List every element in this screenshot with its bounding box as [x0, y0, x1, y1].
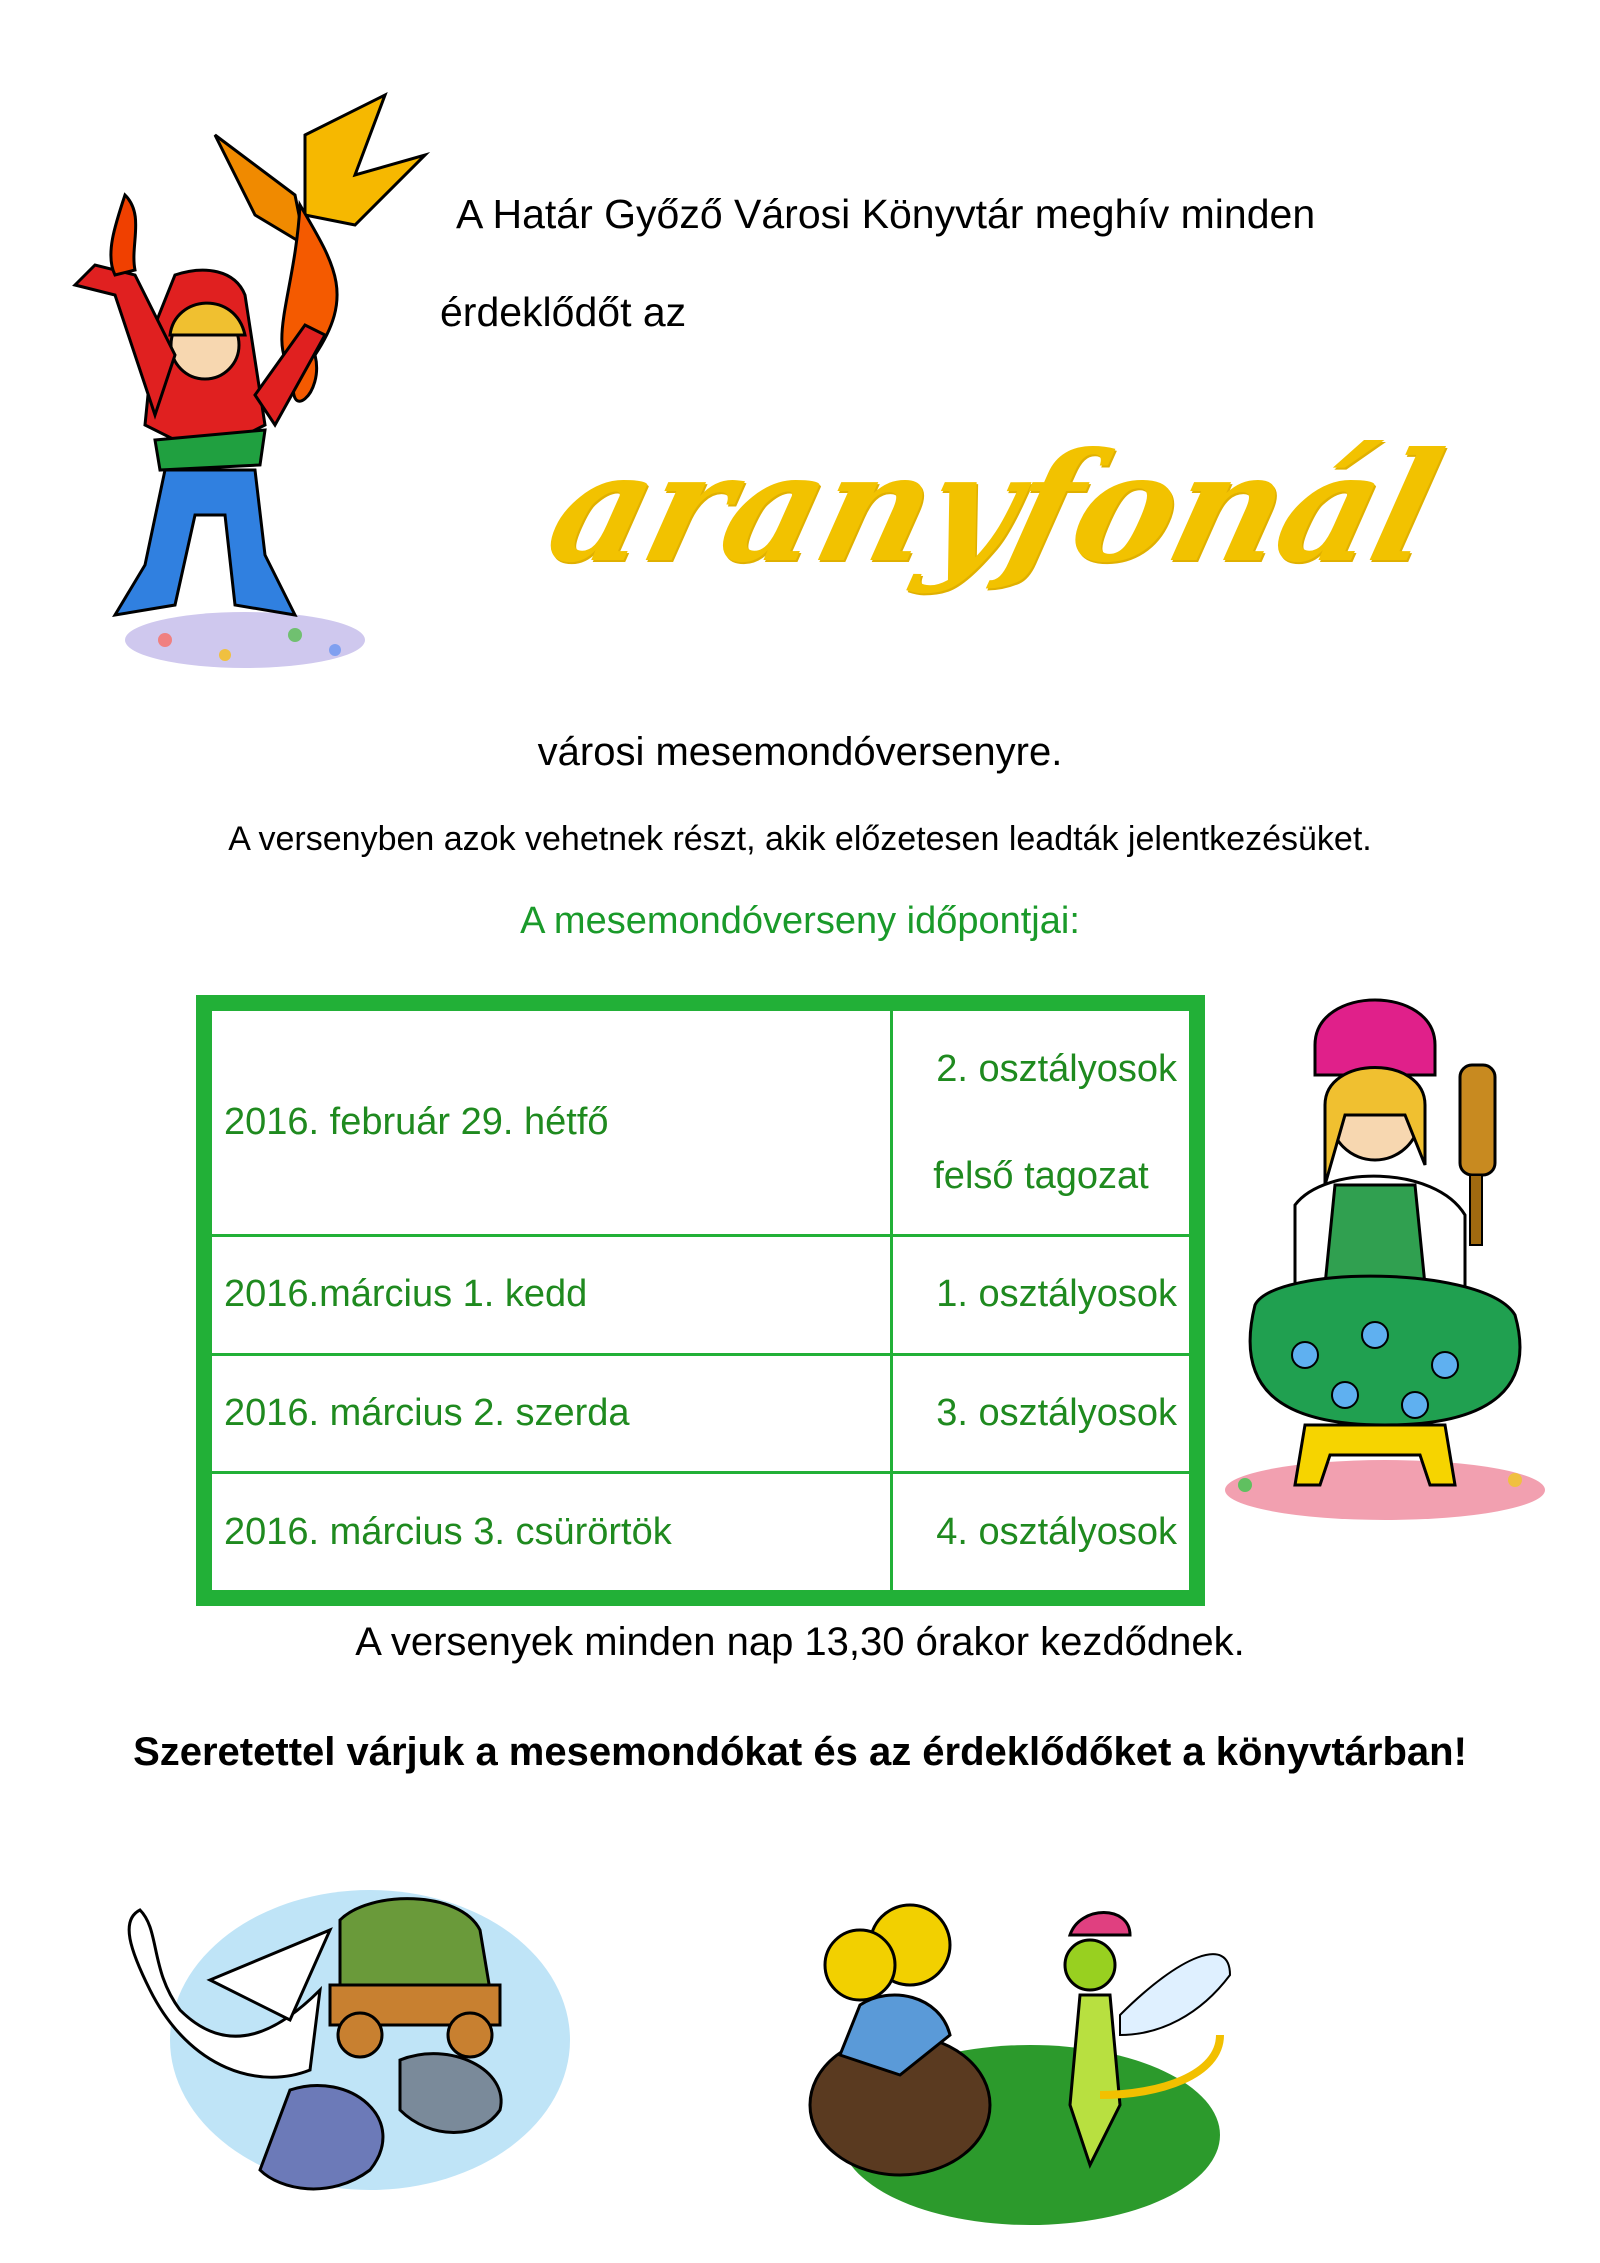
girl-with-mirror-illustration — [1215, 985, 1545, 1525]
table-row — [211, 1010, 1191, 1236]
schedule-class: 4. osztályosok — [892, 1473, 1191, 1592]
schedule-class: 3. osztályosok — [892, 1354, 1191, 1473]
schedule-class: 2. osztályosok — [936, 1047, 1177, 1090]
intro-line-1: A Határ Győző Városi Könyvtár meghív minden — [456, 191, 1316, 237]
schedule-table — [196, 995, 1205, 1606]
event-title: aranyfonál — [533, 420, 1455, 596]
dancer-with-firebird-illustration — [55, 95, 435, 685]
table-row — [211, 1473, 1191, 1592]
schedule-classes — [892, 1010, 1191, 1236]
schedule-date: 2016. március 2. szerda — [211, 1354, 892, 1473]
schedule-date: 2016. február 29. hétfő — [211, 1010, 892, 1236]
intro-line-2: érdeklődőt az — [440, 289, 687, 335]
schedule-heading: A mesemondóverseny időpontjai: — [520, 900, 1080, 942]
table-row — [211, 1236, 1191, 1355]
beetle-and-grasshopper-illustration — [800, 1875, 1250, 2245]
schedule-date: 2016.március 1. kedd — [211, 1236, 892, 1355]
schedule-class: felső tagozat — [933, 1154, 1149, 1197]
table-row — [211, 1354, 1191, 1473]
registration-note: A versenyben azok vehetnek részt, akik előzetesen leadták jelentkezésüket. — [228, 820, 1372, 858]
start-time-note: A versenyek minden nap 13,30 órakor kezdődnek. — [355, 1620, 1245, 1664]
event-subtitle: városi mesemondóversenyre. — [537, 730, 1063, 774]
schedule-class: 1. osztályosok — [892, 1236, 1191, 1355]
swan-and-cart-illustration — [110, 1870, 610, 2240]
welcome-message: Szeretettel várjuk a mesemondókat és az érdeklődőket a könyvtárban! — [133, 1730, 1467, 1774]
schedule-date: 2016. március 3. csürörtök — [211, 1473, 892, 1592]
